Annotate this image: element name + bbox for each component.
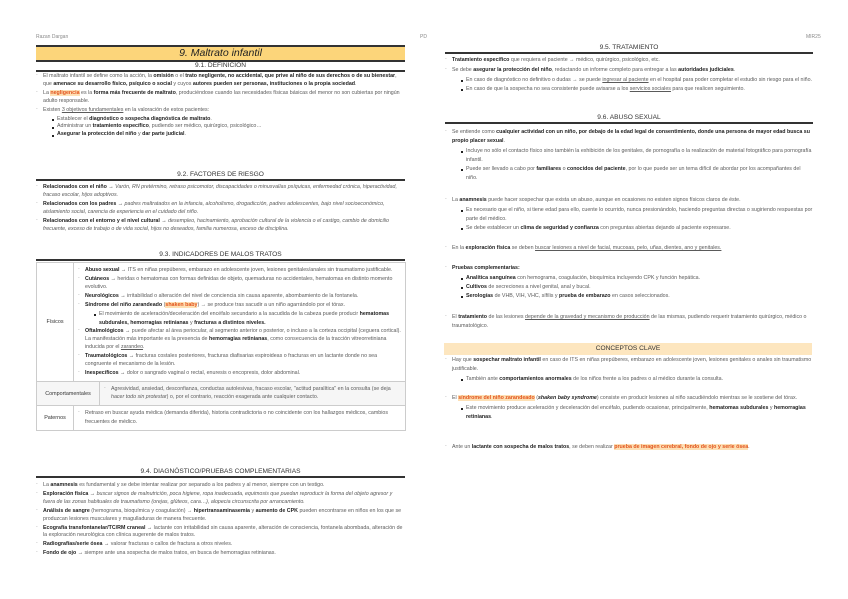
- sub-bullet-item: [36, 123, 405, 131]
- bullet-item: [445, 313, 813, 331]
- bullet-item: [78, 409, 401, 425]
- bullet-text: [85, 301, 401, 309]
- bullet-text: [452, 264, 813, 273]
- bold-text: Análisis de sangre: [43, 507, 90, 514]
- bullet-item: [78, 352, 401, 368]
- bullet-item: [36, 541, 405, 549]
- abuso-exploracion: [445, 244, 813, 254]
- section-heading-tratamiento: 9.5. TRATAMIENTO: [445, 43, 813, 54]
- bold-text: tratamiento: [458, 314, 488, 320]
- bold-text: autoridades judiciales: [678, 67, 734, 73]
- bold-text: Relacionados con el entorno y el nivel cultural →: [43, 217, 167, 224]
- text-run: , por lo que puede ser un tema difícil de abordar por los acompañantes del niño.: [466, 166, 801, 181]
- bold-text: conocidos del paciente: [567, 166, 626, 172]
- bullet-item: [445, 394, 813, 403]
- bold-text: Síndrome del niño zarandeado: [85, 302, 163, 309]
- bold-text: Relacionados con el niño →: [43, 184, 114, 190]
- text-run: en caso de ITS en niñas prepúberes, embarazo en adolescente joven, lesiones genitales o anales sin traumatismo justificable.: [452, 357, 812, 372]
- text-run: En caso de diagnóstico no definitivo o dudas → se puede: [466, 77, 603, 83]
- highlighted-text: síndrome del niño zarandeado: [458, 395, 535, 401]
- text-run: de secreciones a nivel genital, anal y bucal.: [486, 284, 591, 290]
- bold-text: hematomas subdurales: [709, 405, 769, 411]
- bullet-text: [85, 369, 401, 377]
- bullet-text: [43, 525, 405, 541]
- text-run: , se deben realizar: [569, 444, 615, 450]
- bold-text: prueba de embarazo: [559, 293, 611, 299]
- sub-bullet-item: [445, 404, 813, 422]
- text-run: ) consiste en producir lesiones al niño sacudiéndolo mientras se le sostiene del tórax.: [596, 395, 798, 401]
- text-run: lactante con irritabilidad sin causa aparente, alteración de consciencia, fontanela abombada, alteración de la exploración neurológica con clínica sugerente de malos tratos.: [43, 524, 403, 539]
- text-run: acción: [129, 73, 145, 79]
- text-run: en casos seleccionados.: [610, 293, 670, 299]
- bold-text: shaken baby syndrome: [537, 395, 597, 401]
- text-run: , pudiendo ser médico, quirúrgico, psicológico…: [148, 123, 262, 130]
- text-run: buscar signos de malnutrición, poca higiene, ropa inadecuada, equimosis que puedan reproducir la forma del objeto agresor y fuera de las zonas habituales de traumatismo (orejas, glúteos, cara…), alopecia circunscrita por arrancamiento.: [43, 490, 393, 505]
- bullet-text: [43, 541, 405, 549]
- bold-text: aumento de CPK: [255, 507, 298, 514]
- conceptos-clave-heading: CONCEPTOS CLAVE: [444, 343, 812, 355]
- row-content: [74, 263, 405, 381]
- text-run: (: [534, 395, 538, 401]
- text-run: , la: [144, 73, 154, 79]
- text-run: ITS en niñas prepúberes, embarazo en adolescente joven, lesiones genitales/anales sin traumatismo justificable.: [126, 267, 393, 273]
- chapter-title: 9. Maltrato infantil: [36, 45, 405, 62]
- bullet-item: [36, 107, 405, 115]
- bold-text: amenace su desarrollo físico, psíquico o social: [53, 80, 172, 87]
- bullet-item: [445, 196, 813, 205]
- text-run: La: [43, 89, 51, 96]
- section-heading-definicion: 9.1. DEFINICIÓN: [36, 61, 405, 72]
- text-run: .: [210, 115, 212, 122]
- bold-text: Traumatológicos →: [85, 352, 135, 359]
- bold-text: Abuso sexual →: [85, 267, 127, 273]
- bold-text: tratamiento específico: [92, 123, 149, 130]
- bullet-text: [452, 443, 813, 452]
- header-author: Razan Dargan: [36, 34, 69, 40]
- text-run: de las lesiones: [487, 314, 526, 320]
- text-run: También ante: [466, 376, 500, 382]
- text-run: que requiera el paciente → médico, quirúrgico, psicológico, etc.: [509, 57, 660, 63]
- text-run: valorar fracturas o callos de fractura a otros niveles.: [109, 541, 233, 548]
- bold-text: omisión: [153, 73, 174, 79]
- text-run: depende de la gravedad y mecanismo de producción: [525, 314, 650, 320]
- bold-text: exploración física: [465, 245, 511, 251]
- diagnostico-list: [36, 482, 405, 559]
- text-run: y cuyos: [171, 80, 193, 87]
- bullet-item: [78, 369, 401, 377]
- bold-text: fracturas a distintos niveles.: [194, 319, 266, 326]
- text-run: .: [143, 343, 145, 350]
- bullet-item: [445, 244, 813, 253]
- bold-text: cualquier actividad con un niño, por debajo de la edad legal de consentimiento, donde una persona de mayor edad busca su propio placer sexual: [452, 129, 810, 144]
- text-run: .: [503, 138, 505, 144]
- bold-text: Serologías: [466, 293, 494, 299]
- bullet-item: [36, 73, 405, 89]
- bold-text: Relacionados con los padres →: [43, 200, 124, 207]
- bold-text: Fondo de ojo →: [43, 550, 84, 557]
- text-run: Administrar un: [57, 123, 93, 130]
- bullet-item: [36, 550, 405, 558]
- bullet-text: [43, 73, 405, 89]
- bold-text: dar parte judicial: [142, 131, 185, 138]
- bullet-text: [85, 352, 401, 368]
- bullet-item: [445, 264, 813, 273]
- bullet-item: [36, 184, 405, 200]
- text-run: desempleo, hacinamiento, aprobación cultural de la violencia o el castigo, cambio de domicilio frecuente, exceso de trabajo o de vida social, hijos no deseados, familia numerosa, exceso de disciplina.: [43, 217, 389, 232]
- text-run: Se debe: [452, 67, 474, 73]
- text-run: Hay que: [452, 357, 474, 363]
- text-run: siempre ante una sospecha de malos tratos, en busca de hemorragias retinianas.: [83, 550, 276, 557]
- text-run: (: [162, 302, 166, 309]
- text-run: , como consecuencia de la tracción vitreorretiniana inducida por el: [85, 335, 387, 350]
- table-row-paternos: [37, 405, 405, 429]
- bold-text: Cutáneos →: [85, 276, 116, 283]
- text-run: ) o, por el contrario, reacción exagerada ante cualquier contacto.: [166, 394, 319, 401]
- highlighted-text: negligencia: [50, 89, 80, 96]
- indicadores-table: [36, 262, 406, 431]
- text-run: puede hacer sospechar que exista un abuso, aunque en ocasiones no existen signos físicos claros de éste.: [486, 197, 741, 203]
- bullet-item: [36, 508, 405, 524]
- header-right: MIR25: [806, 34, 821, 40]
- text-run: .: [184, 131, 186, 138]
- bold-text: Radiografías/serie ósea →: [43, 541, 110, 548]
- text-run: o el: [173, 73, 186, 79]
- bullet-text: [43, 218, 405, 234]
- text-run: con hemograma, coagulación, bioquímica incluyendo CPK y función hepática.: [515, 275, 701, 281]
- bullet-text: [43, 201, 405, 217]
- bullet-item: [78, 301, 401, 309]
- sub-bullet-item: [445, 274, 813, 283]
- bullet-text: [43, 508, 405, 524]
- bullet-text: [452, 394, 813, 403]
- bullet-item: [36, 201, 405, 217]
- text-run: El movimiento de aceleración/deceleración del encéfalo secundario a la sacudida de la cabeza puede producir: [99, 311, 360, 318]
- bullet-item: [78, 327, 401, 351]
- bold-text: diagnóstico o sospecha diagnóstica de maltrato: [89, 115, 211, 122]
- text-run: con preguntas abiertas dejando al paciente expresarse.: [598, 225, 731, 231]
- text-run: en la valoración de estos pacientes:: [123, 106, 210, 113]
- bullet-text: [85, 327, 401, 351]
- text-run: Puede ser llevado a cabo por: [466, 166, 537, 172]
- bullet-text: [452, 66, 813, 75]
- text-run: , que: [43, 73, 397, 87]
- bold-text: Inespecíficos →: [85, 370, 126, 377]
- text-run: y: [249, 507, 256, 514]
- text-run: puede afectar al área periocular, al segmento anterior o posterior, o incluso a la corteza occipital (ceguera cortical). La manifestación más importante es la presencia de: [85, 327, 401, 342]
- concepto-2: [445, 394, 813, 422]
- bold-text: autores pueden ser personas, instituciones o la propia sociedad: [192, 80, 356, 87]
- sub-bullet-item: [36, 116, 405, 124]
- bold-text: asegurar la protección del niño: [473, 67, 552, 73]
- text-run: irritabilidad o alteración del nivel de conciencia sin causa aparente, abombamiento de la fontanela.: [125, 293, 359, 300]
- text-run: El: [452, 314, 459, 320]
- bullet-item: [445, 66, 813, 75]
- bullet-text: [85, 275, 401, 291]
- abuso-pruebas: [445, 264, 813, 301]
- bold-text: Asegurar la protección del niño: [57, 131, 137, 138]
- bullet-text: [43, 482, 405, 490]
- bold-text: anamnesis: [50, 482, 78, 488]
- text-run: o: [561, 166, 568, 172]
- bullet-item: [36, 525, 405, 541]
- highlighted-text: shaken baby: [165, 302, 198, 309]
- text-run: y: [136, 131, 143, 138]
- bold-text: hipertransaminasemia: [193, 507, 250, 514]
- text-run: El maltrato infantil se define como la: [43, 73, 130, 79]
- bold-text: Exploración física →: [43, 490, 96, 497]
- bold-text: sospechar maltrato infantil: [473, 357, 541, 363]
- sub-bullet-item: [36, 131, 405, 139]
- row-content: [100, 382, 405, 405]
- bold-text: anamnesis: [459, 197, 487, 203]
- bullet-text: [43, 107, 405, 115]
- text-run: En caso de que la sospecha no sea consistente puede avisarse a los: [466, 86, 630, 92]
- abuso-anamnesis: [445, 196, 813, 233]
- text-run: es fundamental y se debe intentar realizar por separado a los padres y al menor, siempre con un testigo.: [77, 482, 325, 488]
- text-run: El: [452, 395, 459, 401]
- bullet-text: [43, 184, 405, 200]
- bullet-item: [78, 275, 401, 291]
- bullet-item: [78, 292, 401, 300]
- text-run: Se entiende como: [452, 129, 497, 135]
- sub-bullet-item: [445, 283, 813, 292]
- bullet-item: [36, 218, 405, 234]
- table-row-fisicos: [37, 263, 405, 381]
- bullet-text: [452, 356, 813, 374]
- text-run: buscar lesiones a nivel de facial, mucosas, pelo, uñas, dientes, ano y genitales.: [535, 245, 722, 251]
- section-heading-diagnostico: 9.4. DIAGNÓSTICO/PRUEBAS COMPLEMENTARIAS: [36, 467, 405, 478]
- section-heading-indicadores: 9.3. INDICADORES DE MALOS TRATOS: [36, 250, 405, 261]
- text-run: para que realicen seguimiento.: [670, 86, 745, 92]
- text-run: (hemograma, bioquímica y coagulación) →: [89, 507, 194, 514]
- text-run: Establecer el: [57, 115, 90, 122]
- text-run: , produciéndose cuando las necesidades físicas básicas del menor no son cubiertas por ningún adulto responsable.: [43, 89, 400, 104]
- bold-text: hematomas subdurales, hemorragias retinianas: [99, 311, 390, 326]
- sub-bullet-item: [445, 85, 813, 94]
- bold-text: lactante con sospecha de malos tratos: [471, 444, 570, 450]
- text-run: , redactando un informe completo para entregar a las: [551, 67, 679, 73]
- abuso-tratamiento: [445, 313, 813, 332]
- bullet-item: [445, 443, 813, 452]
- sub-bullet-item: [445, 76, 813, 85]
- text-run: de VHB, VIH, VHC, sífilis y: [493, 293, 560, 299]
- text-run: La: [452, 197, 460, 203]
- text-run: Agresividad, ansiedad, desconfianza, conductas autolesivas, fracaso escolar, "actitud paralítica" en la consulta (se deja: [111, 386, 391, 393]
- text-run: Varón, RN pretérmino, retraso psicomotor, discapacidades o minusvalías psíquicas, enfermedad crónica, hiperactividad, fracaso escolar, hijos adoptivos.: [43, 184, 397, 198]
- sub-bullet-item: [445, 224, 813, 233]
- bold-text: forma más frecuente de maltrato: [93, 89, 176, 96]
- bullet-item: [104, 385, 401, 401]
- text-run: padres maltratados en la infancia, alcoholismo, drogadicción, padres adolescentes, bajo nivel socioeconómico, aislamiento social, carencia de experiencia en el cuidado del niño.: [43, 200, 385, 215]
- text-run: fracturas costales posteriores, fracturas diafisarias espiroideas o fracturas en un lactante donde no sea congruente el mecanismo de la lesión.: [85, 352, 378, 368]
- text-run: 3 objetivos fundamentales: [61, 106, 124, 113]
- text-run: Existen: [43, 106, 62, 113]
- text-run: Se debe establecer un: [466, 225, 521, 231]
- text-run: Este movimiento produce aceleración y deceleración del encéfalo, pudiendo ocasionar, principalmente,: [466, 405, 710, 411]
- text-run: Es necesario que el niño, si tiene edad para ello, cuente lo ocurrido, nunca presionándolo, haciendo preguntas directas o sugiriendo respuestas por parte del médico.: [466, 207, 813, 222]
- text-run: Ante un: [452, 444, 472, 450]
- text-run: Retraso en buscar ayuda médica (demanda diferida), historia contradictoria o no coincidente con los hallazgos médicos, cambios frecuentes de médico.: [85, 410, 388, 425]
- bullet-item: [445, 56, 813, 65]
- bullet-text: [111, 385, 401, 401]
- text-run: en el hospital para poder completar el estudio sin riesgo para el niño.: [648, 77, 812, 83]
- definicion-list: [36, 73, 405, 139]
- bullet-text: [43, 90, 405, 106]
- abuso-definicion: [445, 128, 813, 183]
- bold-text: Cultivos: [466, 284, 487, 290]
- row-label: Paternos: [37, 406, 74, 429]
- bold-text: Tratamiento específico: [452, 57, 510, 63]
- tratamiento-list: [445, 56, 813, 94]
- text-run: de los niños frente a los padres o al médico durante la consulta.: [571, 376, 724, 382]
- bold-text: hemorragias retinianas: [466, 405, 806, 420]
- text-run: servicios sociales: [629, 86, 671, 92]
- section-heading-factores: 9.2. FACTORES DE RIESGO: [36, 170, 405, 181]
- section-heading-abuso: 9.6. ABUSO SEXUAL: [445, 113, 813, 124]
- bullet-text: [85, 266, 401, 274]
- bullet-text: [452, 244, 813, 253]
- bullet-item: [36, 90, 405, 106]
- text-run: ) → se produce tras sacudir a un niño agarrándolo por el tórax.: [197, 302, 345, 309]
- bullet-item: [36, 482, 405, 490]
- text-run: .: [355, 80, 357, 87]
- text-run: .: [733, 67, 736, 73]
- bold-text: comportamientos anormales: [499, 376, 572, 382]
- text-run: heridas o hematomas con formas definidas de objeto, quemaduras no accidentales, hematomas en distinto momento evolutivo.: [85, 276, 393, 291]
- sub-bullet-item: [445, 292, 813, 301]
- bullet-text: [43, 491, 405, 507]
- sub-bullet-item: [445, 147, 813, 165]
- sub-bullet-item: [445, 206, 813, 224]
- text-run: dolor o sangrado vaginal o rectal, enuresis o encopresis, dolor abdominal.: [125, 370, 301, 377]
- bullet-item: [445, 128, 813, 146]
- sub-bullet-item: [445, 165, 813, 183]
- bold-text: Analítica sanguínea: [466, 275, 516, 281]
- bold-text: Oftalmológicos →: [85, 327, 131, 334]
- bold-text: clima de seguridad y confianza: [520, 225, 599, 231]
- bold-text: familiares: [536, 166, 562, 172]
- bullet-item: [36, 491, 405, 507]
- text-run: zarandeo: [120, 343, 144, 350]
- text-run: ingresar al paciente: [602, 77, 649, 83]
- bullet-text: [452, 196, 813, 205]
- row-label: Físicos: [37, 263, 74, 381]
- sub-bullet-item: [78, 310, 401, 326]
- factores-list: [36, 184, 405, 234]
- text-run: .: [491, 414, 493, 420]
- bold-text: trato negligente, no accidental, que prive al niño de sus derechos o de su bienestar: [185, 73, 396, 79]
- concepto-3: [445, 443, 813, 453]
- table-row-comportamentales: [37, 381, 405, 405]
- bullet-text: [452, 56, 813, 65]
- row-content: [74, 406, 405, 429]
- text-run: .: [748, 444, 750, 450]
- bold-text: hemorragias retinianas: [208, 335, 268, 342]
- text-run: hacer todo sin protestar: [111, 394, 167, 401]
- bold-text: Ecografía transfontanelar/TC/RM craneal →: [43, 524, 153, 531]
- text-run: y: [768, 405, 774, 411]
- text-run: y: [188, 319, 195, 326]
- bullet-text: [43, 550, 405, 558]
- bullet-item: [78, 266, 401, 274]
- bullet-text: [452, 313, 813, 331]
- row-label: Comportamentales: [37, 382, 100, 405]
- text-run: Incluye no sólo el contacto físico sino también la exhibición de los genitales, de pornografía o la realización de material fotográfico para pornografía infantil.: [466, 148, 812, 163]
- bullet-item: [445, 356, 813, 374]
- concepto-1: [445, 356, 813, 384]
- bold-text: Pruebas complementarias:: [452, 265, 520, 271]
- highlighted-text: prueba de imagen cerebral, fondo de ojo y serie ósea: [614, 444, 749, 450]
- text-run: pueden encontrarse en niños en los que se produzcan lesiones musculares y magulladuras de manera frecuente.: [43, 507, 402, 522]
- bold-text: Neurológicos →: [85, 293, 126, 300]
- bullet-text: [85, 409, 401, 425]
- bullet-text: [452, 128, 813, 146]
- header-center: PD: [420, 34, 427, 40]
- text-run: La: [43, 482, 51, 488]
- bullet-text: [85, 292, 401, 300]
- text-run: se deben: [510, 245, 536, 251]
- text-run: de las mismas, pudiendo requerir tratamiento quirúrgico, médico o traumatológico.: [452, 314, 807, 329]
- text-run: En la: [452, 245, 466, 251]
- text-run: es la: [79, 89, 94, 96]
- sub-bullet-item: [445, 375, 813, 384]
